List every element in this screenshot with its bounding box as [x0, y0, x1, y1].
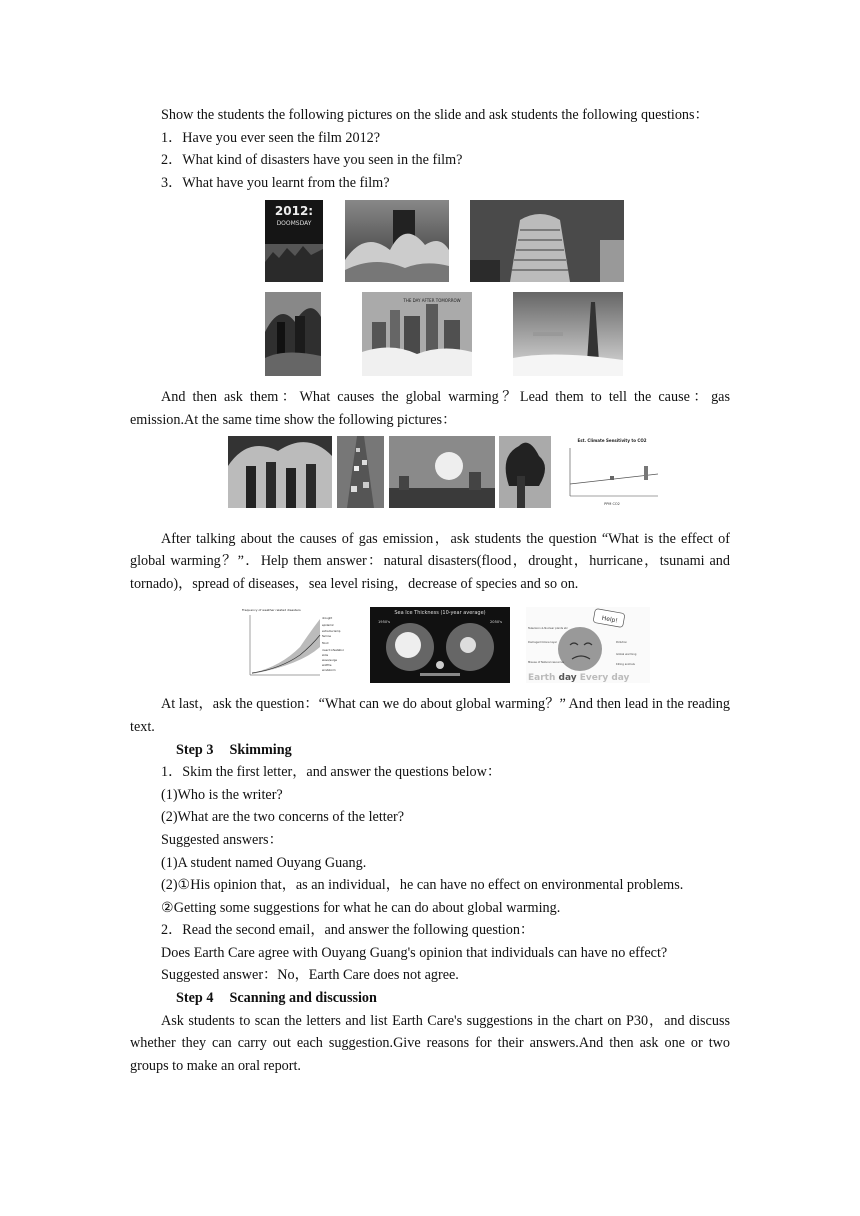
- earth-day-label-1: Damaged Ozone layer: [528, 641, 557, 645]
- emission-pictures: [130, 436, 730, 518]
- disaster-label-2: extreme temp: [322, 630, 341, 634]
- step3-line-9: Suggested answer：No，Earth Care does not agree.: [161, 967, 459, 984]
- poster-title-2: DOOMSDAY: [276, 220, 312, 228]
- earth-day-label-0: Television & Nuclear plants etc: [528, 627, 568, 631]
- factory-smoke-image: [228, 436, 332, 508]
- step4-label: Step 4: [176, 990, 214, 1007]
- smog-city-image: [389, 436, 495, 508]
- co2-chart-title: Est. Climate Sensitivity to CO2: [577, 437, 647, 443]
- effect-paragraph: After talking about the causes of gas emission，ask students the question “What is the effect of global warming？”．Help them answer：natural disasters(flood，drought，hurricane，tsunami and tornado)，spread of diseases，sea level rising，decrease of species and so on.: [130, 530, 730, 592]
- sea-ice-title: Sea Ice Thickness (10-year average): [394, 610, 486, 617]
- step3-label: Step 3: [176, 741, 214, 758]
- earth-day-word3: Every day: [576, 673, 630, 684]
- disaster-label-4: flood: [322, 642, 329, 646]
- co2-chart-xlabel: PPM CO2: [604, 501, 620, 506]
- tsunami-building-image: [345, 200, 449, 282]
- svg-text:Earth day Every day: [528, 673, 630, 683]
- earth-day-label-5: Killing animals: [616, 663, 635, 667]
- co2-sensitivity-chart: [560, 436, 664, 508]
- flooded-city-image: [265, 292, 321, 376]
- step4-heading: [130, 987, 730, 1010]
- intro-paragraph: Show the students the following pictures on the slide and ask students the following questions：: [161, 107, 709, 123]
- earth-day-label-2: Pollution: [616, 641, 628, 645]
- disaster-label-0: drought: [322, 617, 333, 621]
- film-question-1: 1．Have you ever seen the film 2012?: [161, 129, 381, 146]
- traffic-jam-image: [337, 436, 384, 508]
- earth-day-image: [526, 607, 650, 683]
- step3-line-1: (1)Who is the writer?: [161, 786, 283, 803]
- help-text: Help!: [601, 615, 619, 625]
- frozen-tower-image: [513, 292, 623, 376]
- sea-ice-thickness-image: [370, 607, 510, 683]
- step3-line-6: ②Getting some suggestions for what he can do about global warming.: [161, 899, 561, 916]
- earth-day-label-4: Misuse of Natural resources: [528, 661, 565, 665]
- earth-day-label-3: Global warming: [616, 653, 637, 657]
- smokestack-image: [499, 436, 551, 508]
- step3-line-5: (2)①His opinion that，as an individual，he can have no effect on environmental problems.: [161, 877, 684, 894]
- step3-line-3: Suggested answers：: [161, 831, 283, 848]
- disaster-label-3: famine: [322, 635, 331, 639]
- effect-pictures: [130, 607, 730, 691]
- film-pictures: [130, 198, 730, 380]
- step3-heading: [130, 739, 730, 762]
- last-paragraph: At last，ask the question：“What can we do about global warming？” And then lead in the reading text.: [130, 696, 730, 735]
- step3-line-7: 2．Read the second email，and answer the following question：: [161, 922, 535, 939]
- step3-line-8: Does Earth Care agree with Ouyang Guang's opinion that individuals can have no effect?: [161, 944, 668, 961]
- poster-title-1: 2012:: [274, 204, 314, 219]
- step4-title: Scanning and discussion: [229, 990, 377, 1007]
- step3-title: Skimming: [229, 741, 292, 758]
- step4-paragraph: Ask students to scan the letters and list Earth Care's suggestions in the chart on P30，and discuss whether they can carry out each suggestion.Give reasons for their answers.And then ask one or two groups to make an oral report.: [130, 1012, 730, 1074]
- disaster-label-6: slide: [322, 654, 329, 658]
- step3-line-2: (2)What are the two concerns of the letter?: [161, 809, 405, 826]
- disaster-label-5: insect infestation: [322, 649, 344, 653]
- film-poster-image: [265, 200, 323, 282]
- disaster-label-7: wave/surge: [322, 659, 337, 663]
- sea-ice-left: 1950's: [378, 620, 391, 625]
- frozen-city-image: [362, 292, 472, 376]
- disaster-chart-title: Frequency of weather related disasters: [242, 608, 301, 613]
- disaster-label-1: epidemic: [322, 624, 334, 628]
- earth-day-word2: day: [558, 673, 577, 684]
- sea-ice-right: 2050's: [490, 620, 503, 625]
- document-body: [130, 104, 730, 1077]
- earth-day-word1: Earth: [528, 673, 559, 684]
- disaster-label-8: wildfire: [322, 664, 332, 668]
- collapsing-tower-image: [470, 200, 624, 282]
- step3-line-0: 1．Skim the first letter，and answer the questions below：: [161, 764, 502, 781]
- cause-paragraph: And then ask them：What causes the global warming？Lead them to tell the cause：gas emission.At the same time show the following pictures：: [130, 389, 730, 428]
- tomorrow-caption: THE DAY AFTER TOMORROW: [403, 298, 461, 304]
- film-question-3: 3．What have you learnt from the film?: [161, 174, 390, 191]
- disaster-label-9: windstorm: [322, 669, 336, 673]
- disaster-frequency-chart: [240, 607, 344, 683]
- step3-line-4: (1)A student named Ouyang Guang.: [161, 854, 367, 871]
- film-question-2: 2．What kind of disasters have you seen in the film?: [161, 152, 463, 169]
